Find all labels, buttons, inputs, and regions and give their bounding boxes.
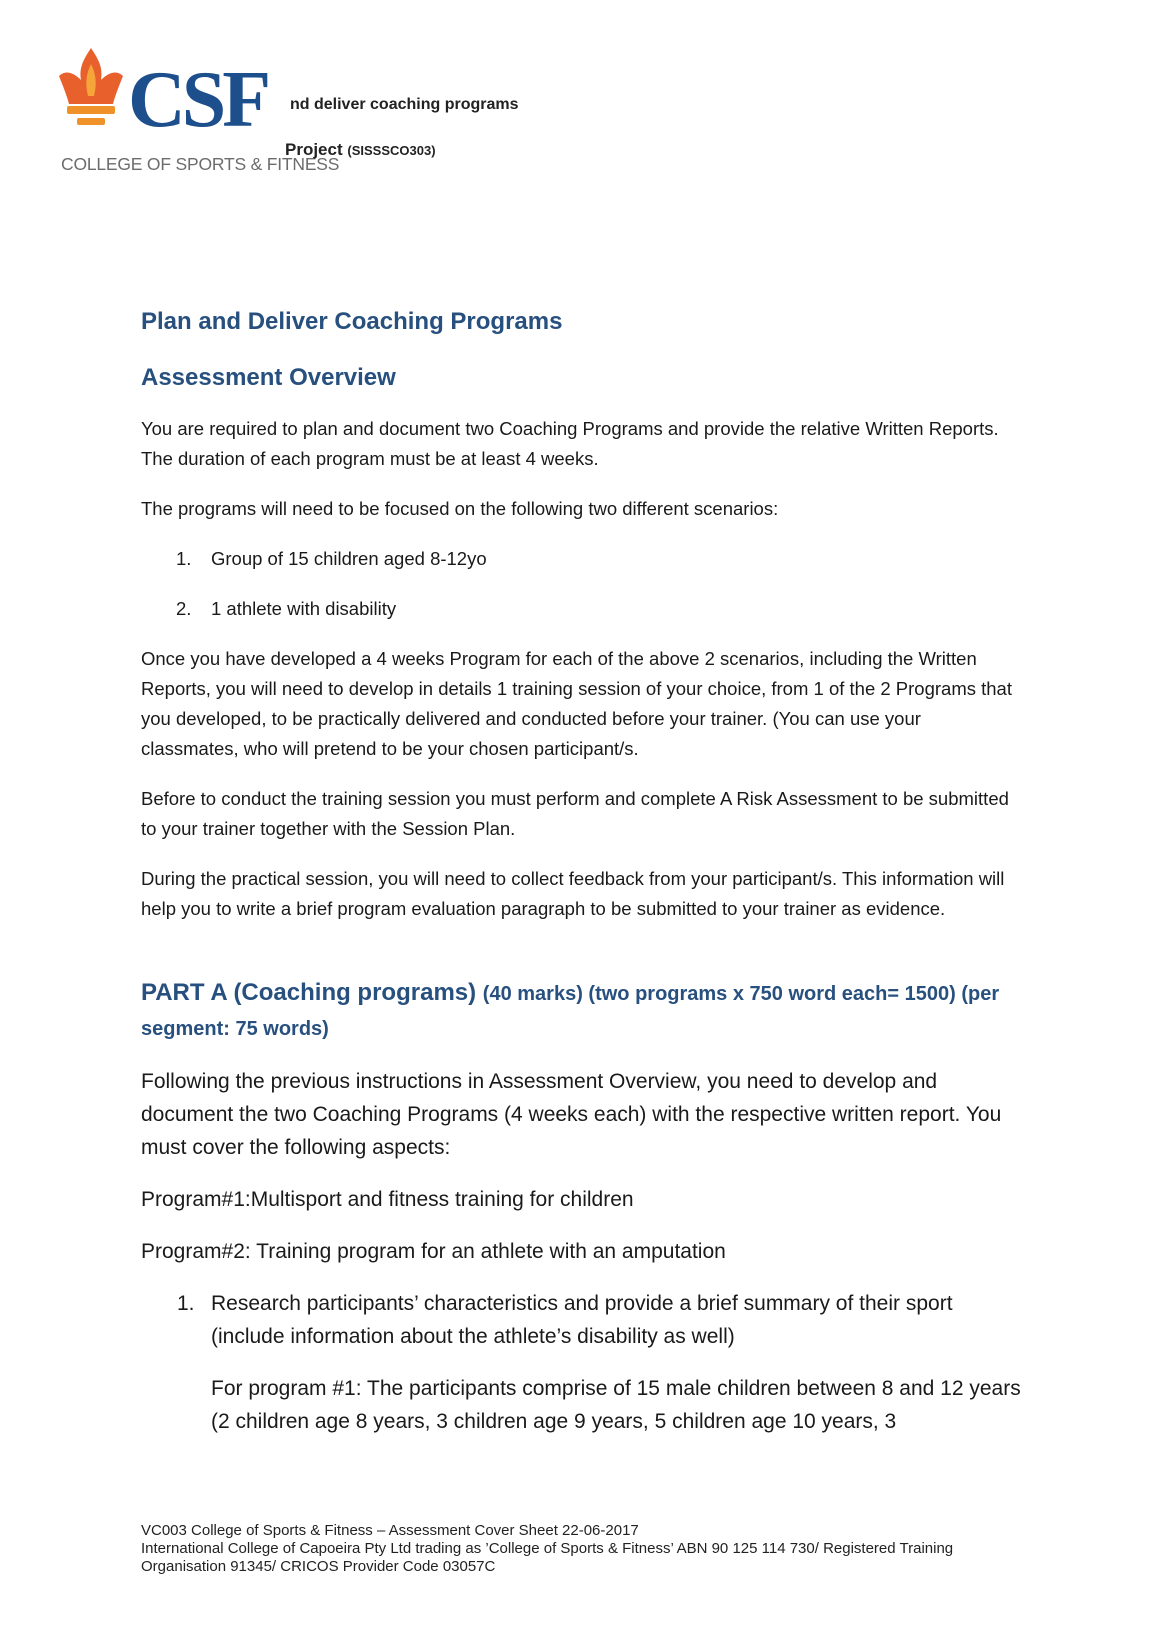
document-body <box>141 306 1021 1438</box>
overview-paragraph-3: Once you have developed a 4 weeks Program for each of the above 2 scenarios, including the Written Reports, you will need to develop in details 1 training session of your choice, from 1 of the 2 Programs that you developed, to be practically delivered and conducted before your trainer. (You can use your classmates, who will pretend to be your chosen participant/s. <box>141 648 1012 759</box>
list-item-text: Group of 15 children aged 8-12yo <box>211 548 487 569</box>
header-project-word: Project <box>285 140 343 159</box>
header-unit-code: (SISSSCO303) <box>347 143 436 158</box>
header-course-title: nd deliver coaching programs <box>290 96 519 113</box>
program-1-label: Program#1:Multisport and fitness training for children <box>141 1188 634 1211</box>
list-item-text: 1 athlete with disability <box>211 598 397 619</box>
part-a-heading <box>141 976 1021 1046</box>
flame-icon <box>55 46 127 138</box>
part-a-title: PART A (Coaching programs) <box>141 979 477 1006</box>
logo-wordmark: CSF <box>128 56 268 144</box>
list-item-number: 1. <box>176 548 192 569</box>
overview-paragraph-4: Before to conduct the training session you must perform and complete A Risk Assessment to be submitted to your trainer together with the Session Plan. <box>141 788 1009 839</box>
overview-paragraph-5: During the practical session, you will need to collect feedback from your participant/s. This information will help you to write a brief program evaluation paragraph to be submitted to your trainer as evidence. <box>141 868 1005 919</box>
overview-paragraph-2: The programs will need to be focused on the following two different scenarios: <box>141 498 779 519</box>
header-project-label <box>285 140 436 160</box>
document-title: Plan and Deliver Coaching Programs <box>141 308 563 335</box>
list-item-text: Research participants’ characteristics and provide a brief summary of their sport (include information about the athlete’s disability as well) <box>211 1292 953 1348</box>
footer-line-1: VC003 College of Sports & Fitness – Assessment Cover Sheet 22-06-2017 <box>141 1522 639 1539</box>
program-2-label: Program#2: Training program for an athlete with an amputation <box>141 1240 726 1263</box>
list-item-number: 2. <box>176 598 192 619</box>
page-footer <box>141 1522 1021 1576</box>
page-header <box>55 46 615 176</box>
list-item <box>141 1287 1021 1353</box>
overview-paragraph-1: You are required to plan and document two Coaching Programs and provide the relative Written Reports. The duration of each program must be at least 4 weeks. <box>141 418 999 469</box>
part-a-paragraph-1: Following the previous instructions in Assessment Overview, you need to develop and document the two Coaching Programs (4 weeks each) with the respective written report. You must cover the following aspects: <box>141 1070 1002 1159</box>
overview-heading: Assessment Overview <box>141 364 396 391</box>
program-1-detail: For program #1: The participants comprise of 15 male children between 8 and 12 years (2 children age 8 years, 3 children age 9 years, 5 children age 10 years, 3 <box>211 1377 1021 1433</box>
footer-line-2: International College of Capoeira Pty Ltd trading as ’College of Sports & Fitness’ ABN 90 125 114 730/ Registered Training Organisation 91345/ CRICOS Provider Code 03057C <box>141 1540 954 1575</box>
list-item <box>141 594 1021 624</box>
part-a-marks: (40 marks) (two programs x 750 word each= 1500) (per segment: 75 words) <box>141 983 1000 1040</box>
list-item <box>141 544 1021 574</box>
list-item-number: 1. <box>177 1292 195 1315</box>
logo-subtitle: COLLEGE OF SPORTS & FITNESS <box>61 154 340 174</box>
